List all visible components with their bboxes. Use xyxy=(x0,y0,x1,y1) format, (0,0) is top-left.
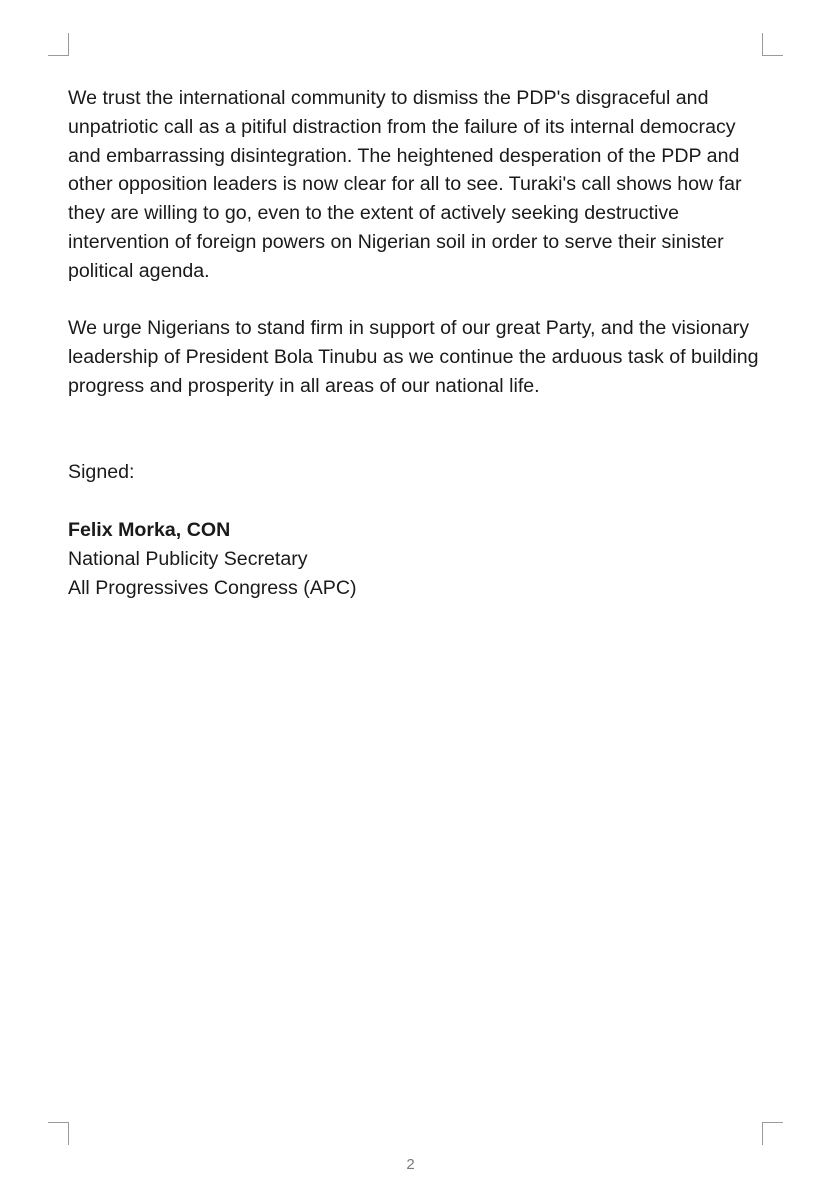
body-paragraph-1: We trust the international community to dismiss the PDP's disgraceful and unpatriotic call as a pitiful distraction from the failure of its internal democracy and embarrassing disintegration. The heightened desperation of the PDP and other opposition leaders is now clear for all to see. Turaki's call shows how far they are willing to go, even to the extent of actively seeking destructive intervention of foreign powers on Nigerian soil in order to serve their sinister political agenda. xyxy=(68,87,742,282)
document-body xyxy=(68,84,768,602)
body-paragraph-2: We urge Nigerians to stand firm in support of our great Party, and the visionary leadership of President Bola Tinubu as we continue the arduous task of building progress and prosperity in all areas of our national life. xyxy=(68,317,759,397)
page-number: 2 xyxy=(406,1156,415,1173)
crop-mark-bottom-left xyxy=(48,1122,69,1145)
signed-label: Signed: xyxy=(68,461,135,484)
crop-mark-top-right xyxy=(762,33,783,56)
signatory-name: Felix Morka, CON xyxy=(68,518,231,541)
signatory-organization: All Progressives Congress (APC) xyxy=(68,576,357,599)
crop-mark-top-left xyxy=(48,33,69,56)
signature-block xyxy=(68,516,768,602)
crop-mark-bottom-right xyxy=(762,1122,783,1145)
signatory-title: National Publicity Secretary xyxy=(68,547,308,570)
